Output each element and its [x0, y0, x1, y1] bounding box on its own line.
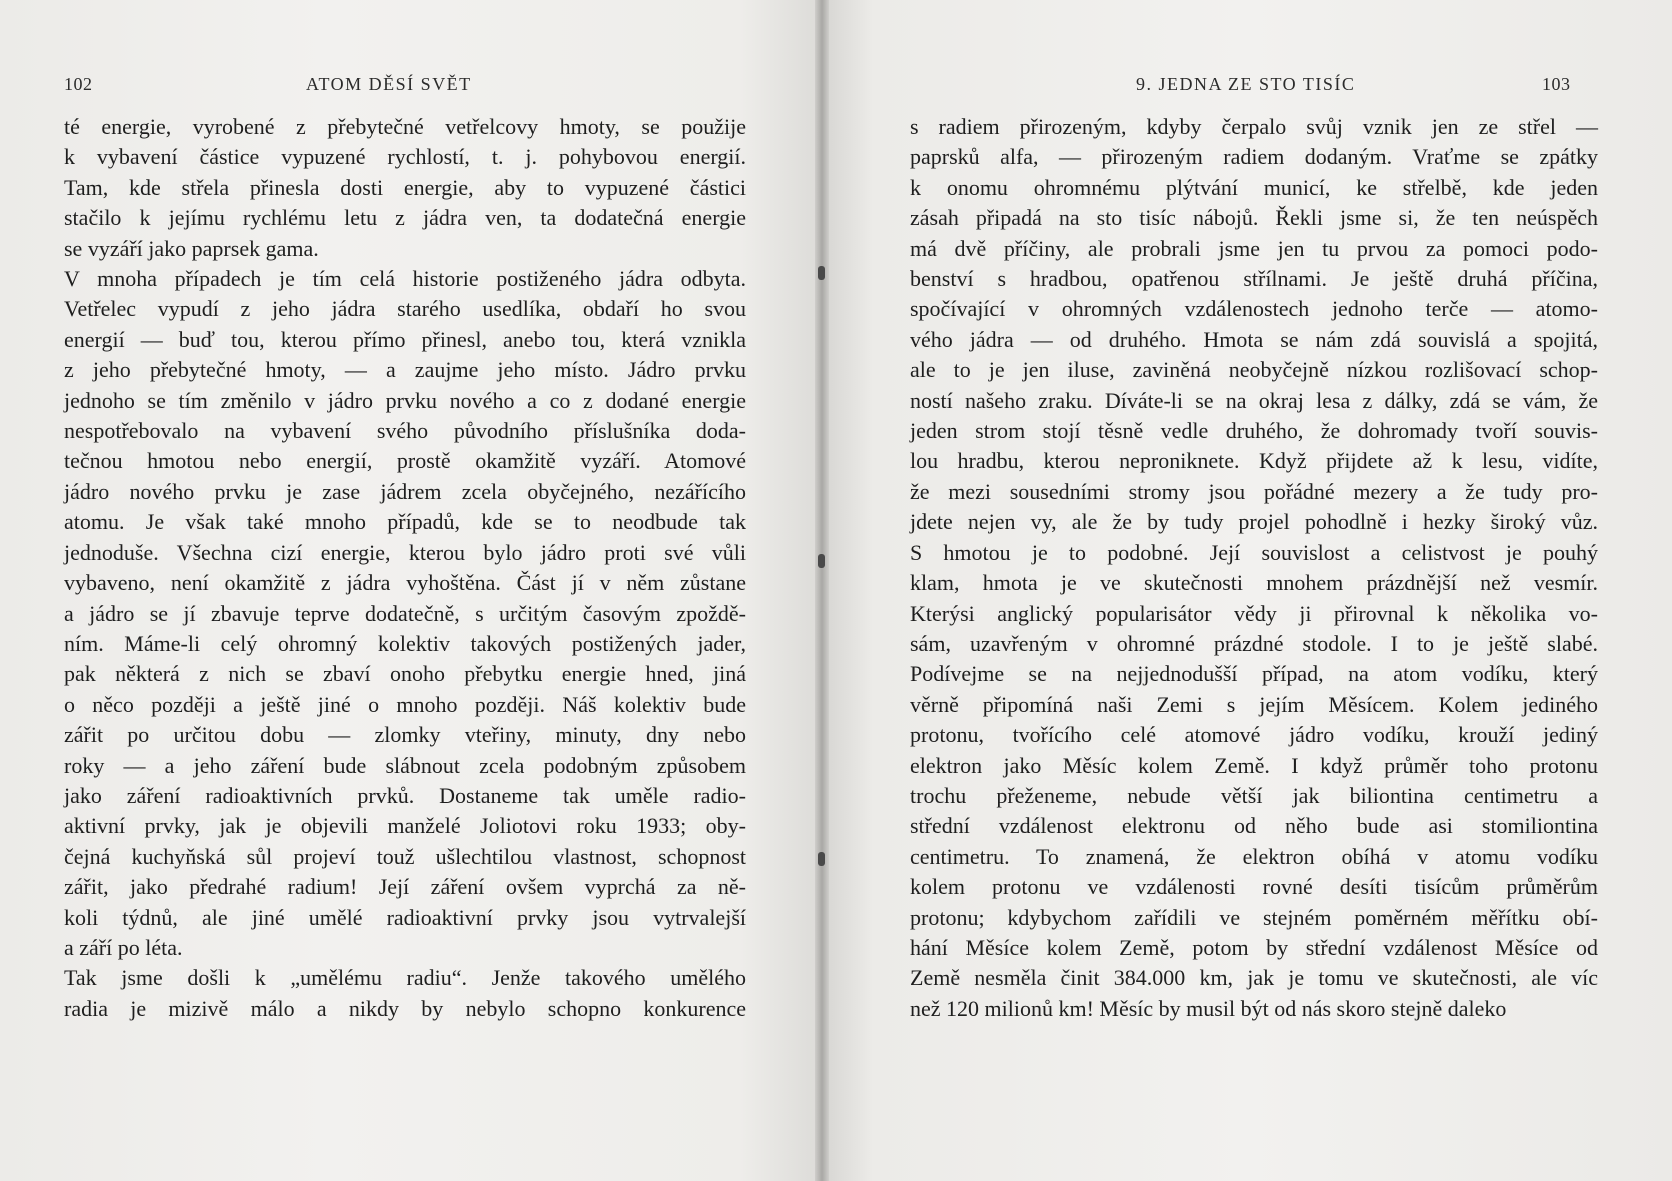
- text-line: jednoho se tím změnilo v jádro prvku nového a co z dodané energie: [64, 387, 746, 413]
- text-line: Vetřelec vypudí z jeho jádra starého usedlíka, obdaří ho svou: [64, 296, 746, 322]
- text-line: centimetru. To znamená, že elektron obíhá v atomu vodíku: [910, 843, 1598, 869]
- text-line: vybaveno, není okamžitě z jádra vyhoštěna. Část jí v něm zůstane: [64, 570, 746, 596]
- text-line: protonu; kdybychom zařídili ve stejném poměrném měřítku obí-: [910, 904, 1598, 930]
- text-line: V mnoha případech je tím celá historie postiženého jádra odbyta.: [64, 266, 746, 292]
- text-line: nespotřebovalo na vybavení svého původního příslušníka doda-: [64, 418, 746, 444]
- text-line: stačilo k jejímu rychlému letu z jádra ven, ta dodatečná energie: [64, 205, 746, 231]
- binding-stitch: [818, 266, 825, 280]
- left-page-text: [64, 112, 746, 1024]
- text-line: spočívající v ohromných vzdálenostech jednoho terče — atomo-: [910, 296, 1598, 322]
- text-line: té energie, vyrobené z přebytečné vetřelcovy hmoty, se použije: [64, 114, 746, 139]
- text-line: k vybavení částice vypuzené rychlostí, t. j. pohybovou energií.: [64, 144, 746, 170]
- binding-stitch: [818, 554, 825, 568]
- text-line: tečnou hmotou nebo energií, prostě okamžitě vyzáří. Atomové: [64, 448, 746, 474]
- left-page: [0, 0, 822, 1181]
- text-line: má dvě příčiny, ale probrali jsme jen tu prvou za pomoci podo-: [910, 235, 1598, 261]
- text-line: jako záření radioaktivních prvků. Dostaneme tak uměle radio-: [64, 782, 746, 808]
- text-line: Tak jsme došli k „umělému radiu“. Jenže takového umělého: [64, 965, 746, 991]
- text-line: s radiem přirozeným, kdyby čerpalo svůj vznik jen ze střel —: [910, 114, 1598, 139]
- text-line: čejná kuchyňská sůl projeví touž ušlechtilou vlastnost, schopnost: [64, 843, 746, 869]
- text-line: sám, uzavřeným v ohromné prázdné stodole. I to je ještě slabé.: [910, 630, 1598, 656]
- text-line: střední vzdálenost elektronu od něho bude asi stomiliontina: [910, 813, 1598, 839]
- text-line: elektron jako Měsíc kolem Země. I když průměr toho protonu: [910, 752, 1598, 778]
- text-line: že mezi sousedními stromy jsou pořádné mezery a že tudy pro-: [910, 478, 1598, 504]
- text-line: pak některá z nich se zbaví onoho přebytku energie hned, jiná: [64, 661, 746, 687]
- right-page-text: [910, 112, 1598, 1024]
- text-line: aktivní prvky, jak je objevili manželé Joliotovi roku 1933; oby-: [64, 813, 746, 839]
- text-line: k onomu ohromnému plýtvání municí, ke střelbě, kde jeden: [910, 174, 1598, 200]
- text-line: Podívejme se na nejjednodušší případ, na atom vodíku, který: [910, 661, 1598, 687]
- running-head-right: 9. JEDNA ZE STO TISÍC: [1136, 74, 1356, 94]
- text-line: protonu, tvořícího celé atomové jádro vodíku, krouží jediný: [910, 722, 1598, 748]
- text-line: zářit po určitou dobu — zlomky vteřiny, minuty, dny nebo: [64, 722, 746, 748]
- text-line: jednoduše. Všechna cizí energie, kterou bylo jádro proti své vůli: [64, 539, 746, 565]
- text-line: paprsků alfa, — přirozeným radiem dodaným. Vraťme se zpátky: [910, 144, 1598, 170]
- text-line: kolem protonu ve vzdálenosti rovné desíti tisícům průměrům: [910, 874, 1598, 900]
- text-line: energií — buď tou, kterou přímo přinesl, anebo tou, která vznikla: [64, 326, 746, 352]
- text-line: Kterýsi anglický popularisátor vědy ji přirovnal k několika vo-: [910, 600, 1598, 626]
- text-line: roky — a jeho záření bude slábnout zcela podobným způsobem: [64, 752, 746, 778]
- binding-stitch: [818, 852, 825, 866]
- text-line: než 120 milionů km! Měsíc by musil být od nás skoro stejně daleko: [910, 995, 1507, 1021]
- text-line: hání Měsíce kolem Země, potom by střední vzdálenost Měsíce od: [910, 934, 1598, 960]
- text-line: S hmotou je to podobné. Její souvislost a celistvost je pouhý: [910, 539, 1598, 565]
- text-line: benství s hradbou, opatřenou střílnami. Je ještě druhá příčina,: [910, 266, 1598, 292]
- text-line: ností našeho zraku. Díváte-li se na okraj lesa z dálky, zdá se vám, že: [910, 387, 1598, 413]
- text-line: ním. Máme-li celý ohromný kolektiv takových postižených jader,: [64, 630, 746, 656]
- page-number-left: 102: [64, 74, 93, 94]
- text-line: věrně připomíná naši Zemi s jejím Měsícem. Kolem jediného: [910, 691, 1598, 717]
- text-line: jeden strom stojí těsně vedle druhého, že dohromady tvoří souvis-: [910, 418, 1598, 444]
- text-line: atomu. Je však také mnoho případů, kde se to neodbude tak: [64, 509, 746, 535]
- text-line: jádro nového prvku je zase jádrem zcela obyčejného, nezářícího: [64, 478, 746, 504]
- text-line: Tam, kde střela přinesla dosti energie, aby to vypuzené částici: [64, 174, 746, 200]
- text-line: a jádro se jí zbavuje teprve dodatečně, s určitým časovým zpoždě-: [64, 600, 746, 626]
- text-line: radia je mizivě málo a nikdy by nebylo schopno konkurence: [64, 995, 746, 1021]
- text-line: vého jádra — od druhého. Hmota se nám zdá souvislá a spojitá,: [910, 326, 1598, 352]
- text-line: o něco později a ještě jiné o mnoho později. Náš kolektiv bude: [64, 691, 746, 717]
- text-line: klam, hmota je ve skutečnosti mnohem prázdnější než vesmír.: [910, 570, 1598, 596]
- text-line: z jeho přebytečné hmoty, — a zaujme jeho místo. Jádro prvku: [64, 357, 746, 383]
- text-line: a září po léta.: [64, 934, 183, 960]
- text-line: jdete nejen vy, ale že by tudy projel pohodlně i hezky široký vůz.: [910, 509, 1598, 535]
- text-line: zásah připadá na sto tisíc nábojů. Řekli jsme si, že ten neúspěch: [910, 205, 1598, 231]
- running-head-left: ATOM DĚSÍ SVĚT: [306, 74, 472, 94]
- book-gutter: [815, 0, 829, 1181]
- page-number-right: 103: [1542, 74, 1571, 94]
- text-line: lou hradbu, kterou neproniknete. Když přijdete až k lesu, vidíte,: [910, 448, 1598, 474]
- text-line: trochu přeženeme, nebude větší jak biliontina centimetru a: [910, 782, 1598, 808]
- text-line: zářit, jako předrahé radium! Její záření ovšem vyprchá za ně-: [64, 874, 746, 900]
- text-line: se vyzáří jako paprsek gama.: [64, 235, 319, 261]
- text-line: Země nesměla činit 384.000 km, jak je tomu ve skutečnosti, ale víc: [910, 965, 1598, 991]
- text-line: ale to je jen iluse, zaviněná neobyčejně nízkou rozlišovací schop-: [910, 357, 1598, 383]
- text-line: koli týdnů, ale jiné umělé radioaktivní prvky jsou vytrvalejší: [64, 904, 746, 930]
